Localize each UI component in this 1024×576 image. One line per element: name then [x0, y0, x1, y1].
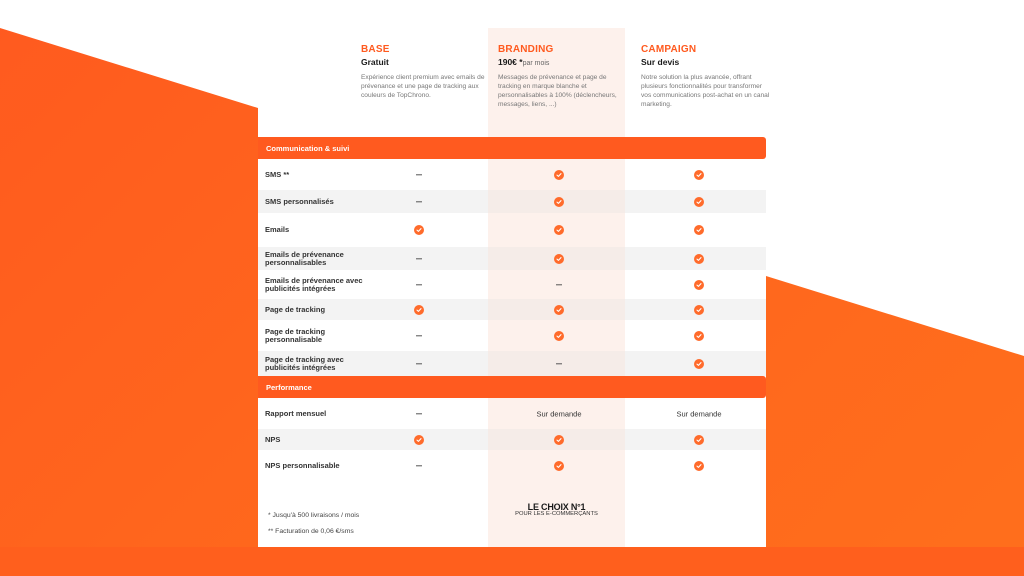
- check-circle-icon: [694, 305, 704, 315]
- check-circle-icon: [554, 197, 564, 207]
- plan-name: BASE: [361, 44, 390, 55]
- check-circle-icon: [414, 435, 424, 445]
- feature-label: Page de tracking personnalisable: [265, 326, 326, 344]
- best-choice-badge: [488, 502, 625, 517]
- feature-label: Emails: [265, 225, 290, 234]
- badge-title: LE CHOIX N°1: [527, 502, 586, 512]
- check-circle-icon: [554, 435, 564, 445]
- dash-icon: [416, 201, 422, 202]
- table-row: [258, 213, 766, 247]
- feature-label: SMS **: [265, 169, 290, 179]
- dash-icon: [416, 413, 422, 414]
- footnote: * Jusqu'à 500 livraisons / mois: [268, 512, 360, 519]
- cell-value: Sur demande: [536, 409, 582, 418]
- check-circle-icon: [414, 305, 424, 315]
- dash-icon: [416, 465, 422, 466]
- background-bottom: [0, 547, 1024, 576]
- cell-value: Sur demande: [676, 409, 722, 418]
- feature-label: Rapport mensuel: [265, 408, 327, 418]
- plan-price: Gratuit: [361, 57, 389, 67]
- plan-description: Notre solution la plus avancée, offrant plusieurs fonctionnalités pour transformer vos communications post-achat en un canal marketing.: [641, 74, 770, 108]
- section-header: Performance: [258, 376, 766, 398]
- dash-icon: [556, 284, 562, 285]
- table-row: [258, 429, 766, 450]
- badge-subtitle: POUR LES E-COMMERÇANTS: [515, 511, 598, 517]
- table-row: [258, 190, 766, 213]
- plan-description: Messages de prévenance et page de tracking en marque blanche et personnalisables à 100% (déclencheurs, messages, liens, ...): [498, 74, 617, 108]
- table-row: [258, 270, 766, 299]
- check-circle-icon: [694, 170, 704, 180]
- check-circle-icon: [554, 461, 564, 471]
- check-circle-icon: [554, 305, 564, 315]
- table-row: [258, 398, 766, 429]
- footnote: ** Facturation de 0,06 €/sms: [268, 528, 354, 535]
- plan-base: [361, 44, 491, 100]
- plan-price: 190€ *par mois: [498, 57, 550, 67]
- check-circle-icon: [694, 197, 704, 207]
- table-row: [258, 351, 766, 376]
- check-circle-icon: [554, 170, 564, 180]
- table-row: [258, 450, 766, 481]
- table-row: [258, 159, 766, 190]
- dash-icon: [416, 174, 422, 175]
- check-circle-icon: [694, 254, 704, 264]
- feature-label: Emails de prévenance personnalisables: [265, 249, 344, 267]
- dash-icon: [416, 258, 422, 259]
- plan-price: Sur devis: [641, 57, 680, 67]
- plan-name: CAMPAIGN: [641, 44, 697, 55]
- check-circle-icon: [694, 225, 704, 235]
- dash-icon: [416, 363, 422, 364]
- check-circle-icon: [554, 331, 564, 341]
- plan-branding: [498, 44, 628, 109]
- plan-name: BRANDING: [498, 44, 554, 55]
- plan-description: Expérience client premium avec emails de prévenance et une page de tracking aux couleurs de TopChrono.: [361, 74, 485, 99]
- feature-label: NPS personnalisable: [265, 460, 340, 470]
- feature-label: Emails de prévenance avec publicités intégrées: [265, 275, 363, 293]
- feature-label: Page de tracking avec publicités intégrées: [265, 354, 344, 372]
- table-row: [258, 299, 766, 320]
- feature-label: SMS personnalisés: [265, 196, 334, 206]
- dash-icon: [556, 363, 562, 364]
- table-row: [258, 247, 766, 270]
- check-circle-icon: [554, 225, 564, 235]
- check-circle-icon: [554, 254, 564, 264]
- check-circle-icon: [694, 435, 704, 445]
- check-circle-icon: [414, 225, 424, 235]
- plan-campaign: [641, 44, 771, 109]
- check-circle-icon: [694, 280, 704, 290]
- feature-label: NPS: [265, 434, 281, 444]
- table-row: [258, 320, 766, 351]
- section-header: Communication & suivi: [258, 137, 766, 159]
- check-circle-icon: [694, 331, 704, 341]
- feature-label: Page de tracking: [265, 304, 326, 314]
- dash-icon: [416, 335, 422, 336]
- dash-icon: [416, 284, 422, 285]
- check-circle-icon: [694, 461, 704, 471]
- check-circle-icon: [694, 359, 704, 369]
